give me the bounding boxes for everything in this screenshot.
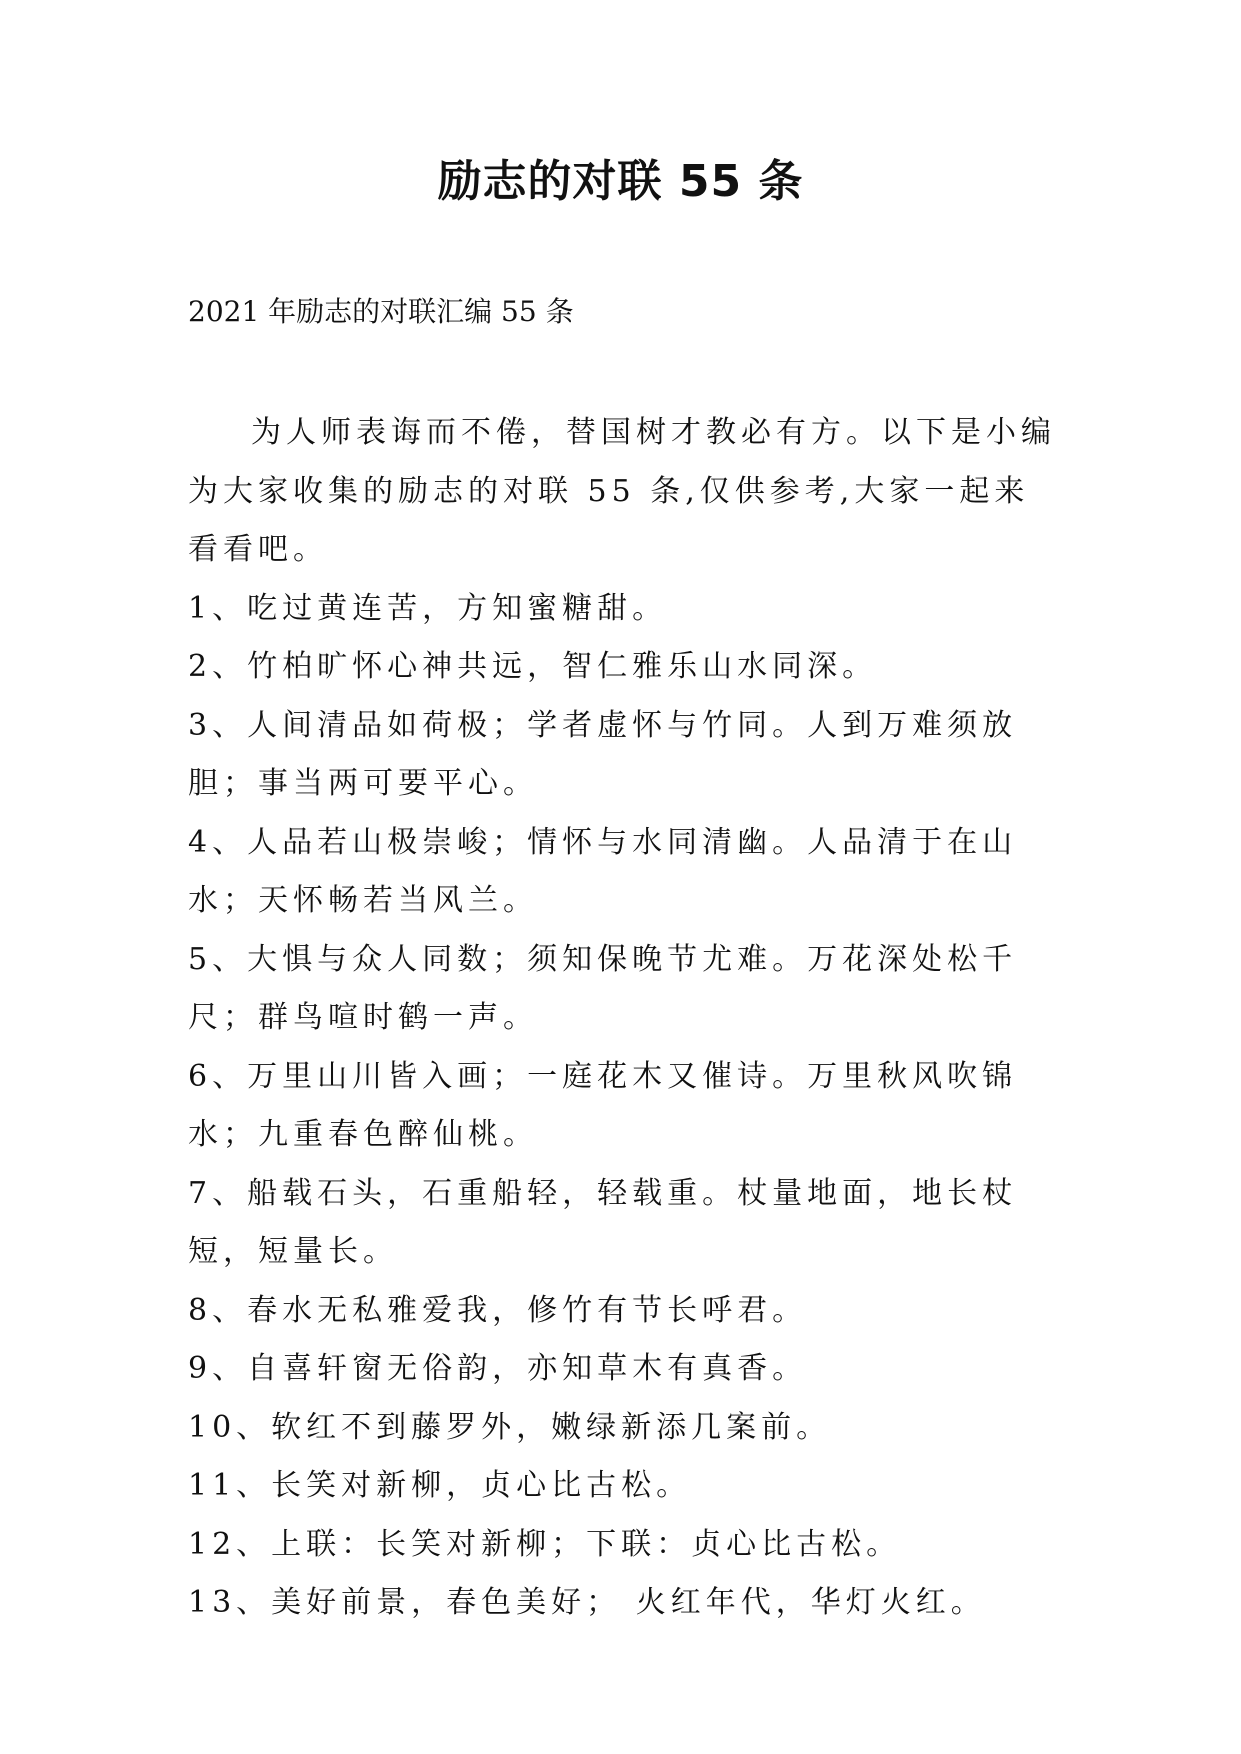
list-item: 6、万里山川皆入画；一庭花木又催诗。万里秋风吹锦水；九重春色醉仙桃。 <box>188 1058 1018 1152</box>
list-item: 12、上联：长笑对新柳；下联：贞心比古松。 <box>188 1526 902 1562</box>
list-item: 7、船载石头，石重船轻，轻载重。杖量地面，地长杖短，短量长。 <box>188 1175 1018 1269</box>
document-body <box>188 404 1058 1633</box>
intro-paragraph: 为人师表诲而不倦，替国树才教必有方。以下是小编为大家收集的励志的对联 55 条,仅供参考,大家一起来看看吧。 <box>188 415 1056 567</box>
list-item: 10、软红不到藤罗外，嫩绿新添几案前。 <box>188 1409 832 1445</box>
list-item: 13、美好前景，春色美好； 火红年代，华灯火红。 <box>188 1585 986 1620</box>
list-item: 1、吃过黄连苦，方知蜜糖甜。 <box>188 590 668 626</box>
list-item: 8、春水无私雅爱我，修竹有节长呼君。 <box>188 1292 808 1328</box>
list-item: 11、长笑对新柳，贞心比古松。 <box>188 1468 692 1503</box>
list-item: 3、人间清品如荷极；学者虚怀与竹同。人到万难须放胆；事当两可要平心。 <box>188 707 1018 801</box>
list-item: 9、自喜轩窗无俗韵，亦知草木有真香。 <box>188 1351 808 1386</box>
document-subtitle: 2021 年励志的对联汇编 55 条 <box>188 295 574 328</box>
list-item: 2、竹柏旷怀心神共远，智仁雅乐山水同深。 <box>188 649 878 684</box>
list-item: 4、人品若山极崇峻；情怀与水同清幽。人品清于在山水；天怀畅若当风兰。 <box>188 824 1018 918</box>
list-item: 5、大惧与众人同数；须知保晚节尤难。万花深处松千尺；群鸟喧时鹤一声。 <box>188 941 1018 1035</box>
document-title: 励志的对联 55 条 <box>437 156 804 207</box>
